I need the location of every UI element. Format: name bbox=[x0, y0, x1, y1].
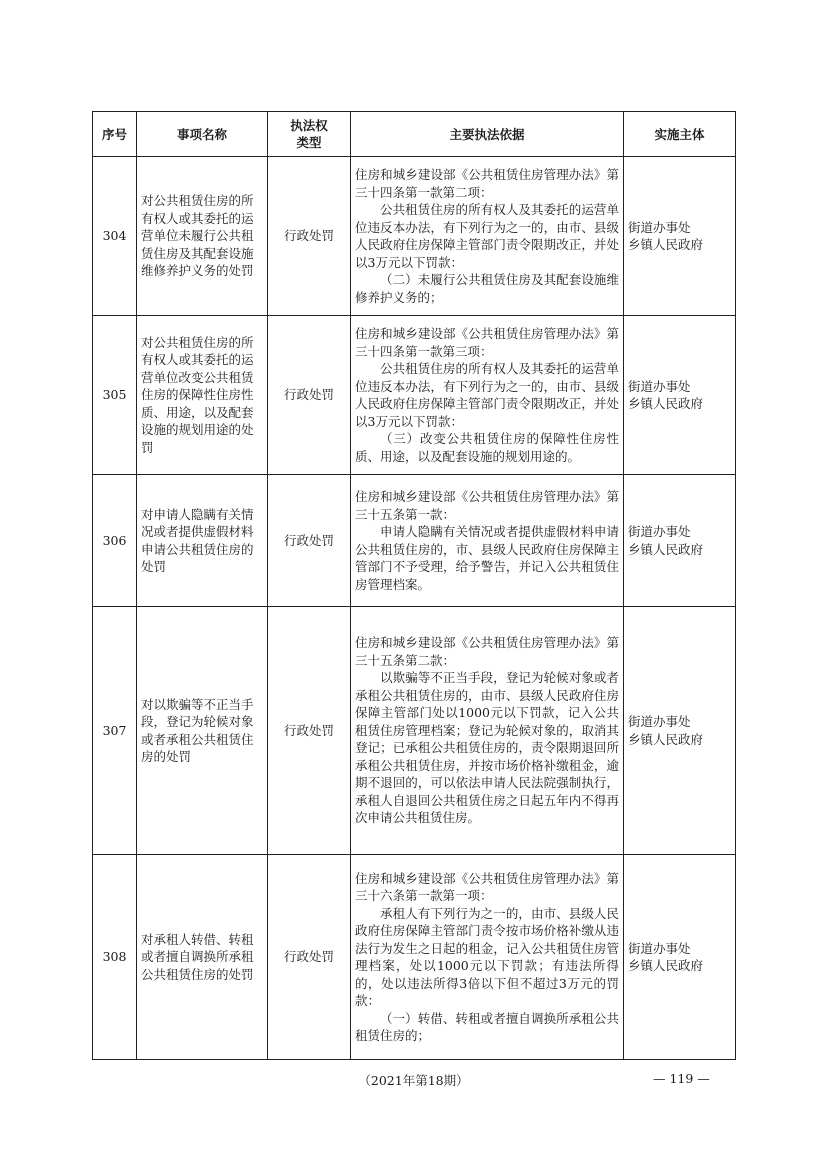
enforcement-type: 行政处罚 bbox=[268, 855, 351, 1060]
implementing-body: 街道办事处 乡镇人民政府 bbox=[624, 855, 736, 1060]
table-header-row bbox=[93, 112, 736, 157]
legal-basis: 住房和城乡建设部《公共租赁住房管理办法》第三十四条第一款第二项： 公共租赁住房的所有权人及其委托的运营单位违反本办法，有下列行为之一的，由市、县级人民政府住房保障主管部门责令限期改正，并处以3万元以下罚款： （二）未履行公共租赁住房及其配套设施维修养护义务的； bbox=[351, 157, 624, 316]
implementing-body: 街道办事处 乡镇人民政府 bbox=[624, 475, 736, 607]
implementing-body: 街道办事处 乡镇人民政府 bbox=[624, 316, 736, 475]
row-number: 306 bbox=[93, 475, 137, 607]
table-row bbox=[93, 607, 736, 855]
header-no: 序号 bbox=[93, 112, 137, 157]
implementing-body: 街道办事处 乡镇人民政府 bbox=[624, 607, 736, 855]
enforcement-type: 行政处罚 bbox=[268, 157, 351, 316]
enforcement-type: 行政处罚 bbox=[268, 607, 351, 855]
item-name: 对承租人转借、转租或者擅自调换所承租公共租赁住房的处罚 bbox=[137, 855, 268, 1060]
row-number: 304 bbox=[93, 157, 137, 316]
row-number: 307 bbox=[93, 607, 137, 855]
header-type: 执法权 类型 bbox=[268, 112, 351, 157]
item-name: 对公共租赁住房的所有权人或其委托的运营单位改变公共租赁住房的保障性住房性质、用途，以及配套设施的规划用途的处罚 bbox=[137, 316, 268, 475]
table-row bbox=[93, 475, 736, 607]
header-basis: 主要执法依据 bbox=[351, 112, 624, 157]
table-row bbox=[93, 316, 736, 475]
enforcement-table bbox=[92, 111, 736, 1060]
item-name: 对公共租赁住房的所有权人或其委托的运营单位未履行公共租赁住房及其配套设施维修养护义务的处罚 bbox=[137, 157, 268, 316]
item-name: 对以欺骗等不正当手段，登记为轮候对象或者承租公共租赁住房的处罚 bbox=[137, 607, 268, 855]
row-number: 305 bbox=[93, 316, 137, 475]
item-name: 对申请人隐瞒有关情况或者提供虚假材料申请公共租赁住房的处罚 bbox=[137, 475, 268, 607]
table-row bbox=[93, 855, 736, 1060]
legal-basis: 住房和城乡建设部《公共租赁住房管理办法》第三十六条第一款第一项： 承租人有下列行为之一的，由市、县级人民政府住房保障主管部门责令按市场价格补缴从违法行为发生之日起的租金，记入公共租赁住房管理档案，处以1000元以下罚款；有违法所得的，处以违法所得3倍以下但不超过3万元的罚款： （一）转借、转租或者擅自调换所承租公共租赁住房的； bbox=[351, 855, 624, 1060]
header-name: 事项名称 bbox=[137, 112, 268, 157]
legal-basis: 住房和城乡建设部《公共租赁住房管理办法》第三十五条第二款： 以欺骗等不正当手段，登记为轮候对象或者承租公共租赁住房的，由市、县级人民政府住房保障主管部门处以1000元以下罚款，记入公共租赁住房管理档案；登记为轮候对象的，取消其登记；已承租公共租赁住房的，责令限期退回所承租公共租赁住房，并按市场价格补缴租金，逾期不退回的，可以依法申请人民法院强制执行，承租人自退回公共租赁住房之日起五年内不得再次申请公共租赁住房。 bbox=[351, 607, 624, 855]
implementing-body: 街道办事处 乡镇人民政府 bbox=[624, 157, 736, 316]
page-number: — 119 — bbox=[653, 1071, 710, 1086]
header-body: 实施主体 bbox=[624, 112, 736, 157]
row-number: 308 bbox=[93, 855, 137, 1060]
issue-label: （2021年第18期） bbox=[358, 1073, 469, 1088]
enforcement-type: 行政处罚 bbox=[268, 475, 351, 607]
legal-basis: 住房和城乡建设部《公共租赁住房管理办法》第三十五条第一款： 申请人隐瞒有关情况或者提供虚假材料申请公共租赁住房的，市、县级人民政府住房保障主管部门不予受理，给予警告，并记入公共租赁住房管理档案。 bbox=[351, 475, 624, 607]
legal-basis: 住房和城乡建设部《公共租赁住房管理办法》第三十四条第一款第三项： 公共租赁住房的所有权人及其委托的运营单位违反本办法，有下列行为之一的，由市、县级人民政府住房保障主管部门责令限期改正，并处以3万元以下罚款： （三）改变公共租赁住房的保障性住房性质、用途，以及配套设施的规划用途的。 bbox=[351, 316, 624, 475]
table-row bbox=[93, 157, 736, 316]
enforcement-type: 行政处罚 bbox=[268, 316, 351, 475]
